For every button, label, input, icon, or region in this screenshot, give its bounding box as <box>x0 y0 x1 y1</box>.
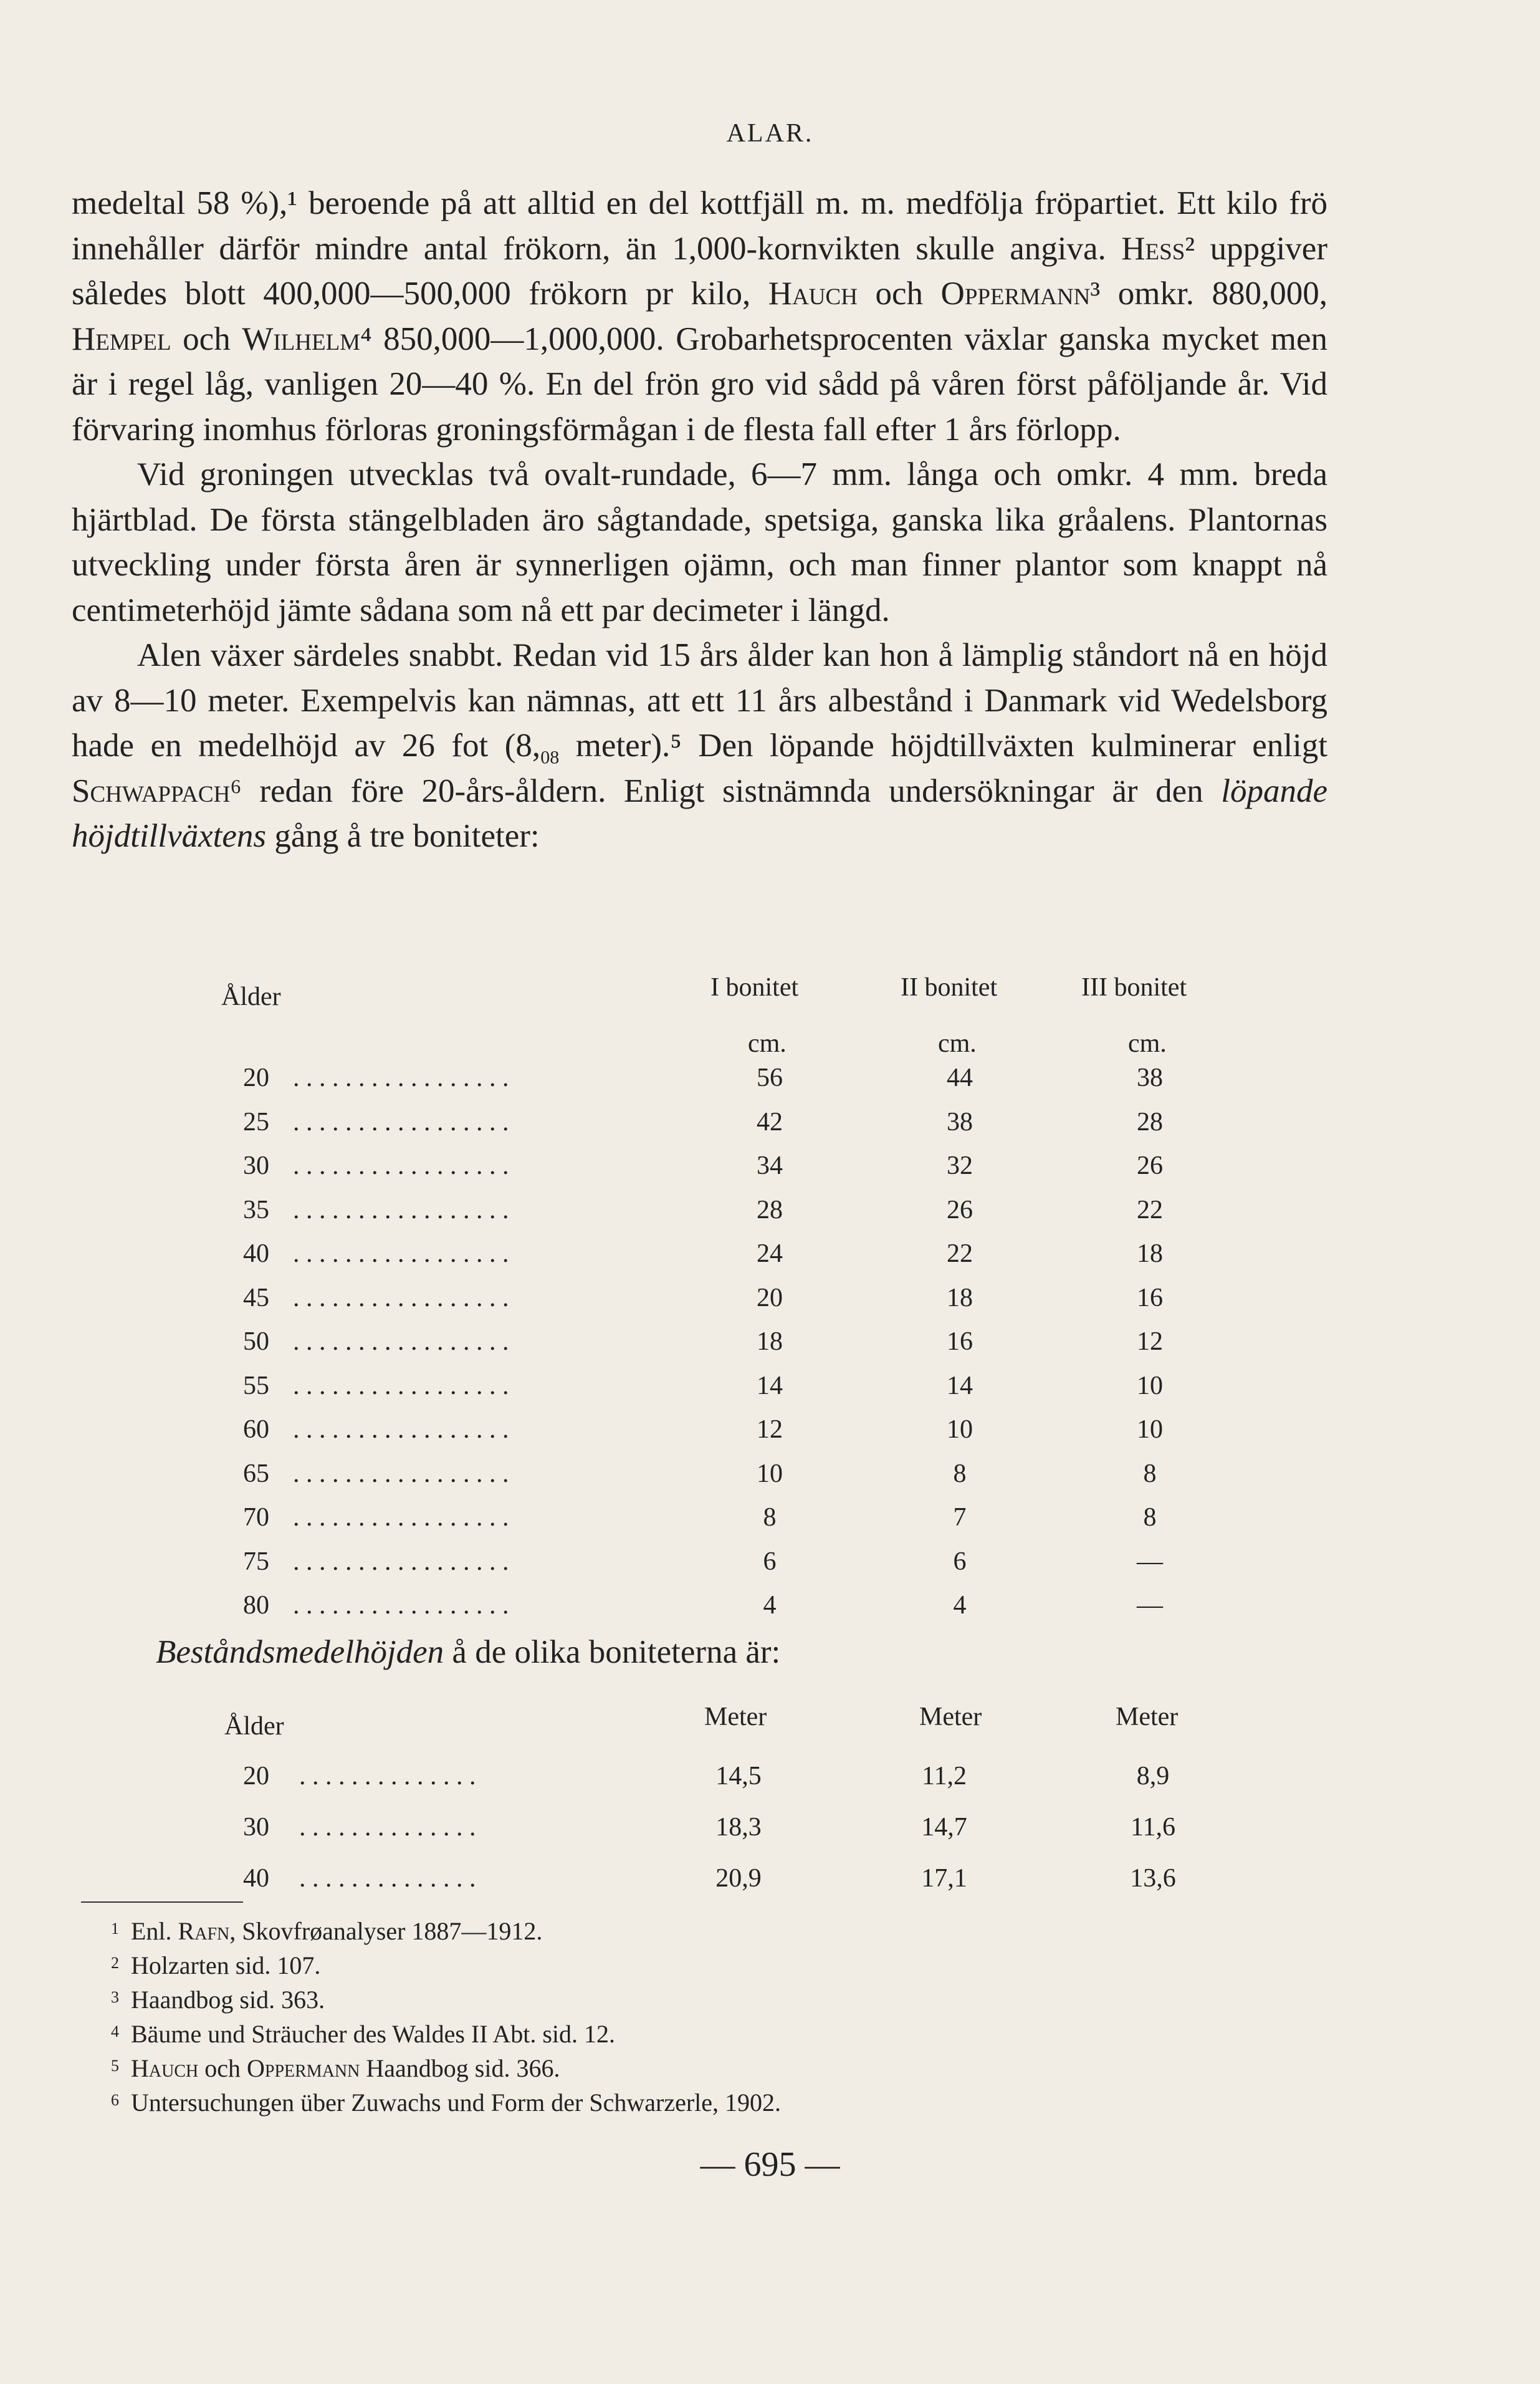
cell-bonitet-2: 44 <box>947 1064 973 1092</box>
footnote-number: 4 <box>111 2022 119 2040</box>
cell-bonitet-1: 10 <box>757 1459 783 1488</box>
p1-seg: ³ omkr. 880,000, <box>1090 276 1328 312</box>
author-schwappach: Schwappach <box>72 772 231 809</box>
p1-seg: angiva. <box>1010 230 1122 267</box>
leader-dots: . . . . . . . . . . . . . . . . . <box>293 1327 509 1356</box>
footnote-text: Haandbog sid. 366. <box>360 2054 560 2082</box>
cell-meter-1: 20,9 <box>715 1864 762 1893</box>
cell-bonitet-1: 34 <box>757 1151 783 1180</box>
table-row <box>0 1502 1540 1546</box>
intro-italic: Beståndsmedelhöjden <box>156 1634 444 1670</box>
table-row <box>0 1590 1540 1634</box>
footnote-text: Enl. <box>131 1917 178 1945</box>
footnote-number: 2 <box>111 1954 119 1972</box>
footnote <box>111 2085 782 2120</box>
p1-seg: och <box>171 320 242 357</box>
cell-bonitet-3: 28 <box>1137 1107 1163 1137</box>
author-hempel: Hempel <box>72 320 171 357</box>
footnote-number: 3 <box>111 1988 119 2006</box>
table-row <box>0 1063 1540 1107</box>
cell-meter-2: 14,7 <box>921 1813 967 1842</box>
leader-dots: . . . . . . . . . . . . . . . . . <box>293 1459 509 1488</box>
cell-bonitet-2: 6 <box>953 1547 967 1576</box>
col-header-age: Ålder <box>221 983 281 1011</box>
footnote <box>111 1983 781 2017</box>
cell-bonitet-1: 12 <box>757 1415 783 1444</box>
footnote <box>111 2017 781 2051</box>
cell-bonitet-1: 24 <box>757 1239 783 1268</box>
body-text <box>72 181 1327 859</box>
cell-bonitet-3: 12 <box>1137 1327 1163 1356</box>
intro-rest: å de olika boniteterna är: <box>444 1634 781 1670</box>
p3-seg: ⁶ redan före 20-års-åldern. Enligt sistnämnda undersökningar är den <box>230 772 1222 809</box>
paragraph-2: Vid groningen utvecklas två ovalt-rundade, 6—7 mm. långa och omkr. 4 mm. breda hjärtblad. De första stängelbladen äro sågtandade, spetsiga, ganska lika gråalens. Plantornas utveckling under första åren är synnerligen ojämn, och man finner plantor som knappt nå centimeterhöjd jämte sådana som nå ett par decimeter i längd. <box>72 456 1327 628</box>
cell-age: 55 <box>243 1371 269 1400</box>
cell-age: 80 <box>243 1591 269 1620</box>
cell-bonitet-3: 18 <box>1137 1239 1163 1268</box>
p1-line5: Grobarhetsprocenten växlar ganska mycket men är i regel låg, vanligen 20—40 %. <box>72 320 1327 402</box>
cell-meter-2: 17,1 <box>921 1864 967 1893</box>
cell-age: 40 <box>243 1864 269 1893</box>
cell-age: 50 <box>243 1327 269 1356</box>
table-row <box>0 1283 1540 1327</box>
footnote-text: Bäume und Sträucher des Waldes II Abt. sid. 12. <box>131 2020 616 2048</box>
cell-bonitet-3: — <box>1137 1547 1163 1576</box>
footnote <box>111 1914 781 1948</box>
cell-age: 30 <box>243 1813 269 1842</box>
col-header-meter: Meter <box>1116 1703 1179 1731</box>
unit-cm: cm. <box>748 1029 787 1058</box>
leader-dots: . . . . . . . . . . . . . . <box>299 1813 476 1842</box>
cell-bonitet-2: 38 <box>947 1107 973 1137</box>
footnote-text: , Skovfrøanalyser 1887—1912. <box>229 1917 543 1945</box>
footnote-text: Untersuchungen über Zuwachs und Form der Schwarzerle, 1902. <box>131 2088 782 2117</box>
leader-dots: . . . . . . . . . . . . . . . . . <box>293 1371 509 1400</box>
cell-bonitet-3: 16 <box>1137 1283 1163 1312</box>
p3-subscript: 08 <box>540 747 560 768</box>
cell-bonitet-2: 16 <box>947 1327 973 1356</box>
col-header-meter: Meter <box>704 1703 767 1731</box>
p1-line6: En del frön gro vid sådd på våren först påföljande år. Vid förvaring inomhus <box>72 366 1328 448</box>
leader-dots: . . . . . . . . . . . . . . . . . <box>293 1415 509 1444</box>
cell-bonitet-2: 4 <box>953 1591 967 1620</box>
cell-bonitet-1: 6 <box>763 1547 777 1576</box>
table-row <box>0 1415 1540 1458</box>
footnote-author: Rafn <box>178 1917 230 1945</box>
cell-meter-3: 8,9 <box>1136 1762 1170 1790</box>
cell-bonitet-1: 28 <box>757 1195 783 1224</box>
table-row <box>0 1459 1540 1502</box>
table-row <box>0 1151 1540 1194</box>
leader-dots: . . . . . . . . . . . . . . . . . <box>293 1547 509 1576</box>
p3-seg: gång å tre boniteter: <box>266 818 540 854</box>
cell-age: 20 <box>243 1762 269 1790</box>
page-number: — 695 — <box>700 2145 840 2184</box>
cell-bonitet-2: 22 <box>947 1239 973 1268</box>
leader-dots: . . . . . . . . . . . . . . . . . <box>293 1591 509 1620</box>
leader-dots: . . . . . . . . . . . . . . <box>299 1864 476 1893</box>
cell-bonitet-1: 14 <box>757 1371 783 1400</box>
cell-age: 40 <box>243 1239 269 1268</box>
cell-bonitet-2: 7 <box>953 1503 967 1532</box>
unit-cm: cm. <box>938 1029 977 1058</box>
table-row <box>0 1812 1540 1863</box>
leader-dots: . . . . . . . . . . . . . . <box>299 1762 476 1790</box>
cell-age: 75 <box>243 1547 269 1576</box>
cell-bonitet-2: 18 <box>947 1283 973 1312</box>
author-hauch: Hauch <box>768 276 858 312</box>
leader-dots: . . . . . . . . . . . . . . . . . <box>293 1503 509 1532</box>
unit-cm: cm. <box>1128 1029 1167 1058</box>
cell-age: 30 <box>243 1151 269 1180</box>
cell-age: 70 <box>243 1503 269 1532</box>
cell-meter-3: 11,6 <box>1131 1813 1175 1842</box>
leader-dots: . . . . . . . . . . . . . . . . . <box>293 1239 509 1268</box>
col-header-meter: Meter <box>919 1703 982 1731</box>
cell-age: 20 <box>243 1064 269 1092</box>
cell-bonitet-3: 10 <box>1137 1415 1163 1444</box>
footnote <box>111 1948 781 1983</box>
cell-meter-1: 18,3 <box>715 1813 762 1842</box>
cell-bonitet-1: 20 <box>757 1283 783 1312</box>
footnote-author: Hauch <box>131 2054 199 2082</box>
footnotes <box>111 1914 782 2120</box>
p1-line2: Ett kilo frö innehåller därför mindre antal frökorn, än 1,000-kornvikten skulle <box>72 185 1328 267</box>
cell-bonitet-3: 38 <box>1137 1064 1163 1092</box>
leader-dots: . . . . . . . . . . . . . . . . . <box>293 1195 509 1224</box>
footnote-rule <box>81 1901 243 1903</box>
running-header: ALAR. <box>726 119 814 148</box>
cell-bonitet-2: 14 <box>947 1371 973 1400</box>
cell-bonitet-2: 8 <box>953 1459 967 1488</box>
col-header-bonitet-2: II bonitet <box>901 973 998 1002</box>
cell-age: 65 <box>243 1459 269 1488</box>
paragraph-3 <box>72 633 1327 859</box>
p1-seg: och <box>857 276 941 312</box>
cell-age: 35 <box>243 1195 269 1224</box>
leader-dots: . . . . . . . . . . . . . . . . . <box>293 1151 509 1180</box>
cell-bonitet-2: 26 <box>947 1195 973 1224</box>
p3-italic: löpande höjdtillväxtens <box>72 772 1327 854</box>
cell-bonitet-3: 22 <box>1137 1195 1163 1224</box>
cell-meter-2: 11,2 <box>922 1762 967 1790</box>
table-row <box>0 1371 1540 1415</box>
cell-bonitet-1: 56 <box>757 1064 783 1092</box>
cell-meter-1: 14,5 <box>715 1762 762 1790</box>
table-row <box>0 1107 1540 1151</box>
table-row <box>0 1547 1540 1590</box>
leader-dots: . . . . . . . . . . . . . . . . . <box>293 1107 509 1137</box>
footnote-number: 5 <box>111 2057 119 2075</box>
cell-bonitet-1: 42 <box>757 1107 783 1137</box>
col-header-bonitet-1: I bonitet <box>710 973 799 1002</box>
cell-bonitet-1: 4 <box>763 1591 777 1620</box>
cell-bonitet-3: 8 <box>1143 1459 1157 1488</box>
cell-bonitet-3: 26 <box>1137 1151 1163 1180</box>
cell-age: 45 <box>243 1283 269 1312</box>
cell-bonitet-3: 8 <box>1143 1503 1157 1532</box>
footnote-number: 1 <box>111 1920 119 1938</box>
author-hess: Hess <box>1121 230 1185 267</box>
cell-bonitet-3: 10 <box>1137 1371 1163 1400</box>
p3-seg: meter).⁵ Den löpande höjdtillväxten kulminerar enligt <box>559 728 1327 764</box>
table-row <box>0 1761 1540 1812</box>
col-header-age: Ålder <box>224 1712 284 1741</box>
table-row <box>0 1327 1540 1370</box>
footnote-text: Holzarten sid. 107. <box>131 1951 321 1979</box>
cell-bonitet-2: 32 <box>947 1151 973 1180</box>
cell-bonitet-2: 10 <box>947 1415 973 1444</box>
cell-age: 60 <box>243 1415 269 1444</box>
footnote-text: och <box>198 2054 247 2082</box>
author-oppermann: Oppermann <box>940 276 1091 312</box>
paragraph-1 <box>72 181 1327 452</box>
table-row <box>0 1195 1540 1239</box>
cell-bonitet-1: 18 <box>757 1327 783 1356</box>
p1-seg: ² uppgiver således blott 400,000—500,000 frökorn pr kilo, <box>72 230 1327 312</box>
footnote-author: Oppermann <box>247 2054 360 2082</box>
col-header-bonitet-3: III bonitet <box>1081 973 1187 1002</box>
footnote <box>111 2051 781 2085</box>
p1-line1: medeltal 58 %),¹ beroende på att alltid en del kottfjäll m. m. medfölja fröpartiet. <box>72 185 1166 221</box>
footnote-number: 6 <box>111 2091 119 2109</box>
cell-bonitet-1: 8 <box>763 1503 777 1532</box>
cell-meter-3: 13,6 <box>1130 1864 1176 1893</box>
footnote-text: Haandbog sid. 363. <box>131 1986 325 2014</box>
p3-seg: Alen växer särdeles snabbt. Redan vid 15 års ålder kan hon å lämplig ståndort nå en höjd av 8—10 meter. Exempelvis kan nämnas, att ett 11 års albestånd i Danmark vid Wedelsborg hade en medelhöjd av 26 fot (8, <box>72 637 1327 764</box>
table-row <box>0 1863 1540 1915</box>
table-row <box>0 1239 1540 1282</box>
leader-dots: . . . . . . . . . . . . . . . . . <box>293 1064 509 1092</box>
author-wilhelm: Wilhelm <box>242 320 361 357</box>
leader-dots: . . . . . . . . . . . . . . . . . <box>293 1283 509 1312</box>
p1-seg: ⁴ 850,000—1,000,000. <box>360 320 664 357</box>
cell-age: 25 <box>243 1107 269 1137</box>
cell-bonitet-3: — <box>1137 1591 1163 1620</box>
table2-intro <box>156 1633 780 1671</box>
p1-line7: förloras groningsförmågan i de flesta fall efter 1 års förlopp. <box>325 411 1121 448</box>
